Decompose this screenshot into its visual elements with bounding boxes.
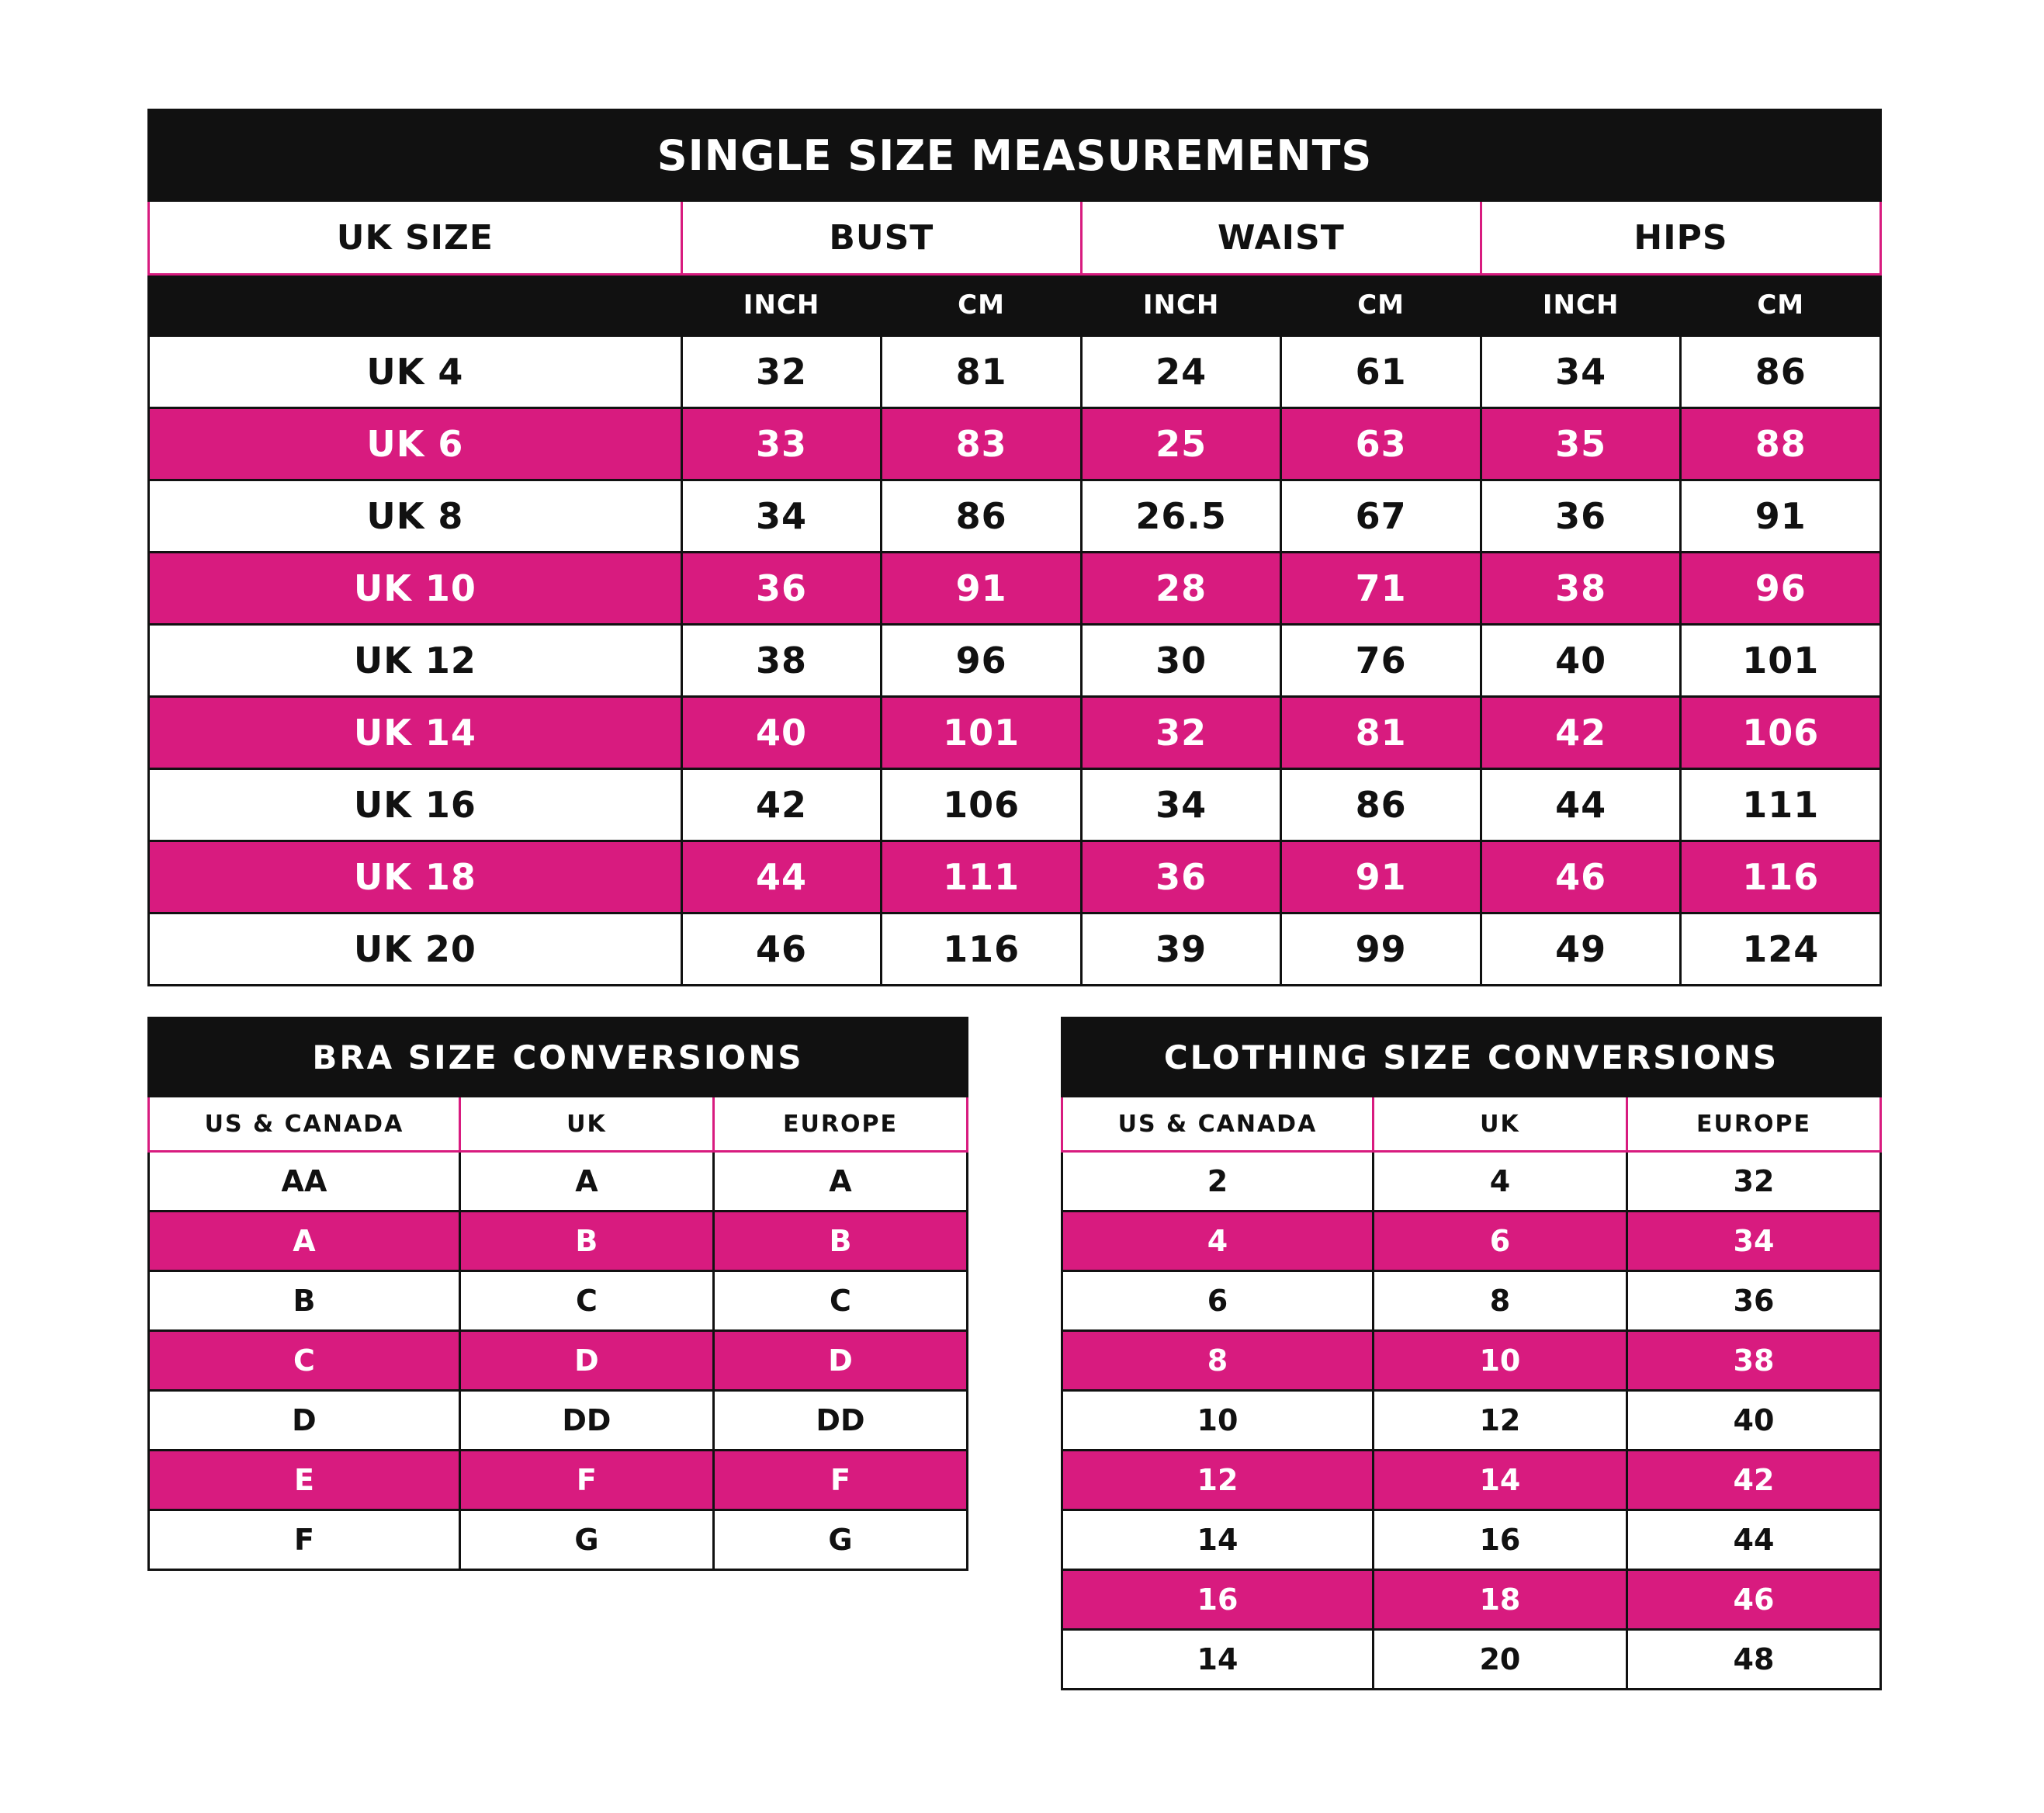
- cell-uk: F: [459, 1451, 713, 1510]
- cell-eu: 40: [1627, 1391, 1880, 1451]
- table-row: [149, 1271, 968, 1331]
- main-unit-header-row: [149, 275, 1881, 336]
- main-group-header-row: [149, 201, 1881, 275]
- cell-us: 14: [1062, 1630, 1374, 1690]
- cell-uk: D: [459, 1331, 713, 1391]
- cell-eu: G: [713, 1510, 967, 1570]
- table-row: [149, 1510, 968, 1570]
- table-row: [149, 1212, 968, 1271]
- clothing-header-row: [1062, 1097, 1881, 1152]
- cell-hips-inch: 44: [1481, 769, 1681, 841]
- table-row: [1062, 1152, 1881, 1212]
- cell-uk-size: UK 8: [149, 480, 682, 553]
- group-header-bust: BUST: [681, 201, 1081, 275]
- cell-waist-cm: 71: [1281, 553, 1481, 625]
- table-row: [1062, 1451, 1881, 1510]
- table-row: [149, 697, 1881, 769]
- cell-hips-cm: 111: [1681, 769, 1881, 841]
- cell-bust-inch: 32: [681, 336, 882, 408]
- cell-hips-cm: 88: [1681, 408, 1881, 480]
- cell-hips-cm: 106: [1681, 697, 1881, 769]
- cell-uk: 6: [1373, 1212, 1627, 1271]
- cell-waist-inch: 34: [1081, 769, 1281, 841]
- cell-uk: 20: [1373, 1630, 1627, 1690]
- main-banner-row: [149, 110, 1881, 201]
- cell-bust-cm: 101: [882, 697, 1082, 769]
- cell-uk: 14: [1373, 1451, 1627, 1510]
- cell-eu: 38: [1627, 1331, 1880, 1391]
- conversion-tables-section: [147, 1017, 1882, 1690]
- cell-waist-inch: 30: [1081, 625, 1281, 697]
- table-row: [149, 841, 1881, 913]
- cell-hips-inch: 38: [1481, 553, 1681, 625]
- unit-header-waist-inch: INCH: [1081, 275, 1281, 336]
- bra-conversion-table: [147, 1017, 968, 1571]
- cell-waist-inch: 24: [1081, 336, 1281, 408]
- cell-bust-cm: 116: [882, 913, 1082, 986]
- bra-header-us-canada: US & CANADA: [149, 1097, 460, 1152]
- cell-bust-inch: 44: [681, 841, 882, 913]
- unit-header-blank: [149, 275, 682, 336]
- cell-hips-cm: 124: [1681, 913, 1881, 986]
- bra-header-europe: EUROPE: [713, 1097, 967, 1152]
- cell-eu: DD: [713, 1391, 967, 1451]
- cell-eu: 46: [1627, 1570, 1880, 1630]
- unit-header-waist-cm: CM: [1281, 275, 1481, 336]
- table-row: [149, 480, 1881, 553]
- cell-us: 4: [1062, 1212, 1374, 1271]
- cell-uk-size: UK 12: [149, 625, 682, 697]
- cell-uk-size: UK 14: [149, 697, 682, 769]
- cell-us: F: [149, 1510, 460, 1570]
- table-row: [149, 625, 1881, 697]
- cell-bust-cm: 91: [882, 553, 1082, 625]
- cell-us: C: [149, 1331, 460, 1391]
- table-row: [149, 1451, 968, 1510]
- cell-uk: 18: [1373, 1570, 1627, 1630]
- cell-waist-inch: 28: [1081, 553, 1281, 625]
- cell-us: 6: [1062, 1271, 1374, 1331]
- unit-header-hips-inch: INCH: [1481, 275, 1681, 336]
- cell-bust-inch: 40: [681, 697, 882, 769]
- cell-eu: 36: [1627, 1271, 1880, 1331]
- bra-header-uk: UK: [459, 1097, 713, 1152]
- cell-waist-inch: 25: [1081, 408, 1281, 480]
- table-row: [149, 408, 1881, 480]
- cell-uk: 4: [1373, 1152, 1627, 1212]
- cell-eu: 48: [1627, 1630, 1880, 1690]
- cell-hips-inch: 42: [1481, 697, 1681, 769]
- table-row: [149, 1152, 968, 1212]
- cell-us: 16: [1062, 1570, 1374, 1630]
- cell-eu: 32: [1627, 1152, 1880, 1212]
- cell-bust-inch: 46: [681, 913, 882, 986]
- cell-waist-cm: 99: [1281, 913, 1481, 986]
- cell-waist-cm: 63: [1281, 408, 1481, 480]
- cell-hips-cm: 96: [1681, 553, 1881, 625]
- cell-eu: B: [713, 1212, 967, 1271]
- clothing-header-us-canada: US & CANADA: [1062, 1097, 1374, 1152]
- cell-eu: A: [713, 1152, 967, 1212]
- cell-hips-cm: 91: [1681, 480, 1881, 553]
- cell-bust-inch: 36: [681, 553, 882, 625]
- cell-us: D: [149, 1391, 460, 1451]
- cell-hips-inch: 49: [1481, 913, 1681, 986]
- bra-banner-title: BRA SIZE CONVERSIONS: [149, 1018, 968, 1097]
- cell-us: 2: [1062, 1152, 1374, 1212]
- cell-uk-size: UK 10: [149, 553, 682, 625]
- cell-bust-cm: 96: [882, 625, 1082, 697]
- table-row: [149, 553, 1881, 625]
- cell-us: AA: [149, 1152, 460, 1212]
- group-header-waist: WAIST: [1081, 201, 1481, 275]
- table-row: [1062, 1212, 1881, 1271]
- cell-uk: B: [459, 1212, 713, 1271]
- cell-bust-cm: 83: [882, 408, 1082, 480]
- cell-uk-size: UK 4: [149, 336, 682, 408]
- cell-bust-cm: 111: [882, 841, 1082, 913]
- cell-uk: DD: [459, 1391, 713, 1451]
- cell-waist-inch: 36: [1081, 841, 1281, 913]
- group-header-hips: HIPS: [1481, 201, 1880, 275]
- clothing-size-conversions-table: [1061, 1017, 1882, 1690]
- cell-hips-inch: 40: [1481, 625, 1681, 697]
- cell-us: 10: [1062, 1391, 1374, 1451]
- unit-header-bust-inch: INCH: [681, 275, 882, 336]
- cell-uk: 8: [1373, 1271, 1627, 1331]
- cell-waist-cm: 61: [1281, 336, 1481, 408]
- cell-hips-cm: 101: [1681, 625, 1881, 697]
- table-row: [1062, 1331, 1881, 1391]
- table-row: [149, 336, 1881, 408]
- table-row: [1062, 1391, 1881, 1451]
- cell-us: A: [149, 1212, 460, 1271]
- cell-hips-inch: 46: [1481, 841, 1681, 913]
- cell-bust-cm: 106: [882, 769, 1082, 841]
- cell-bust-cm: 86: [882, 480, 1082, 553]
- cell-hips-inch: 34: [1481, 336, 1681, 408]
- cell-hips-inch: 36: [1481, 480, 1681, 553]
- table-row: [149, 769, 1881, 841]
- unit-header-bust-cm: CM: [882, 275, 1082, 336]
- cell-waist-cm: 67: [1281, 480, 1481, 553]
- cell-waist-cm: 76: [1281, 625, 1481, 697]
- cell-uk: 12: [1373, 1391, 1627, 1451]
- cell-uk: 10: [1373, 1331, 1627, 1391]
- group-header-uk-size: UK SIZE: [149, 201, 682, 275]
- cell-eu: 34: [1627, 1212, 1880, 1271]
- table-row: [1062, 1570, 1881, 1630]
- single-size-measurements-table: [147, 109, 1882, 986]
- cell-bust-inch: 34: [681, 480, 882, 553]
- cell-waist-inch: 32: [1081, 697, 1281, 769]
- cell-us: 12: [1062, 1451, 1374, 1510]
- table-row: [1062, 1630, 1881, 1690]
- cell-waist-cm: 91: [1281, 841, 1481, 913]
- clothing-header-uk: UK: [1373, 1097, 1627, 1152]
- cell-hips-cm: 116: [1681, 841, 1881, 913]
- table-row: [1062, 1271, 1881, 1331]
- unit-header-hips-cm: CM: [1681, 275, 1881, 336]
- clothing-header-europe: EUROPE: [1627, 1097, 1880, 1152]
- cell-eu: F: [713, 1451, 967, 1510]
- bra-size-conversions-table: [147, 1017, 968, 1690]
- cell-waist-cm: 81: [1281, 697, 1481, 769]
- clothing-conversion-table: [1061, 1017, 1882, 1690]
- cell-eu: D: [713, 1331, 967, 1391]
- cell-uk-size: UK 20: [149, 913, 682, 986]
- cell-eu: 44: [1627, 1510, 1880, 1570]
- table-row: [1062, 1510, 1881, 1570]
- cell-uk: C: [459, 1271, 713, 1331]
- cell-bust-inch: 42: [681, 769, 882, 841]
- table-row: [149, 1391, 968, 1451]
- cell-us: 8: [1062, 1331, 1374, 1391]
- cell-us: E: [149, 1451, 460, 1510]
- cell-us: B: [149, 1271, 460, 1331]
- cell-uk: A: [459, 1152, 713, 1212]
- cell-waist-inch: 39: [1081, 913, 1281, 986]
- cell-uk-size: UK 6: [149, 408, 682, 480]
- cell-hips-cm: 86: [1681, 336, 1881, 408]
- cell-uk-size: UK 18: [149, 841, 682, 913]
- cell-us: 14: [1062, 1510, 1374, 1570]
- table-row: [149, 913, 1881, 986]
- table-row: [149, 1331, 968, 1391]
- clothing-banner-row: [1062, 1018, 1881, 1097]
- cell-hips-inch: 35: [1481, 408, 1681, 480]
- cell-uk: 16: [1373, 1510, 1627, 1570]
- clothing-banner-title: CLOTHING SIZE CONVERSIONS: [1062, 1018, 1881, 1097]
- cell-waist-cm: 86: [1281, 769, 1481, 841]
- main-sizing-table: [147, 109, 1882, 986]
- cell-bust-cm: 81: [882, 336, 1082, 408]
- bra-banner-row: [149, 1018, 968, 1097]
- cell-waist-inch: 26.5: [1081, 480, 1281, 553]
- cell-uk-size: UK 16: [149, 769, 682, 841]
- cell-bust-inch: 33: [681, 408, 882, 480]
- cell-eu: 42: [1627, 1451, 1880, 1510]
- cell-eu: C: [713, 1271, 967, 1331]
- main-banner-title: SINGLE SIZE MEASUREMENTS: [149, 110, 1881, 201]
- bra-header-row: [149, 1097, 968, 1152]
- cell-bust-inch: 38: [681, 625, 882, 697]
- cell-uk: G: [459, 1510, 713, 1570]
